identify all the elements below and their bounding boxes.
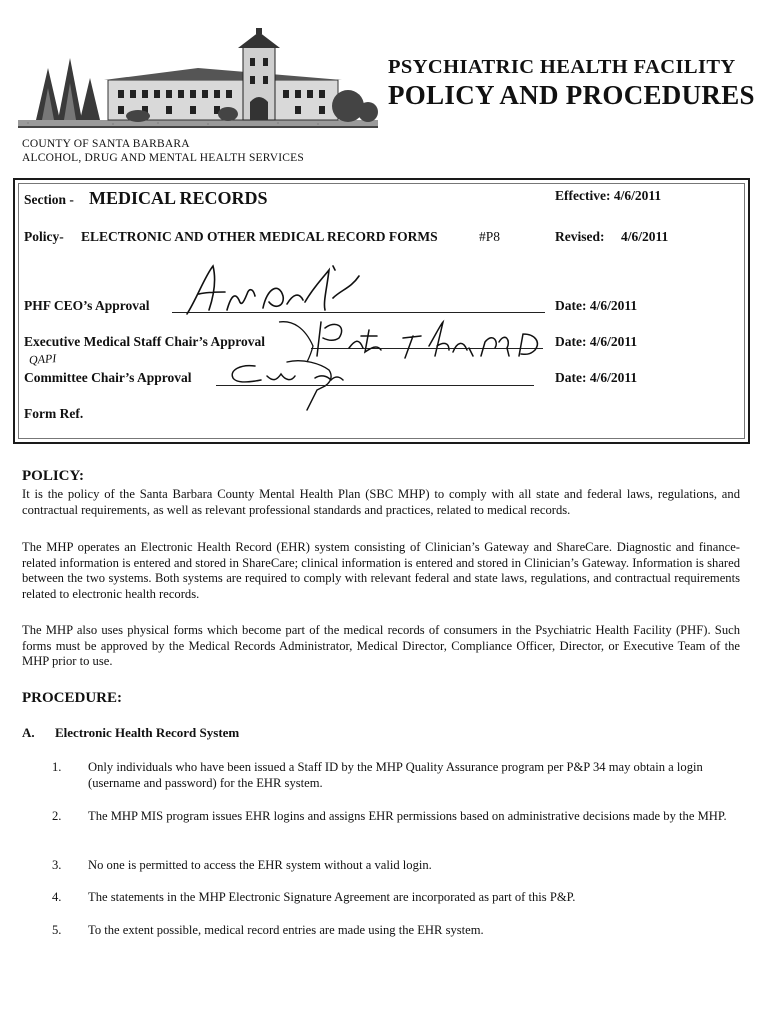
revised-label: Revised: [555, 229, 605, 244]
ceo-signature [183, 258, 373, 320]
effective-date: Effective: 4/6/2011 [555, 188, 662, 203]
list-item: The statements in the MHP Electronic Signature Agreement are incorporated as part of this P&P. [88, 890, 576, 904]
committee-signature [215, 360, 365, 394]
county-department [22, 138, 304, 165]
list-item: The MHP MIS program issues EHR logins and assigns EHR permissions based on administrative decisions made by the MHP. [88, 809, 727, 823]
list-item: No one is permitted to access the EHR system without a valid login. [88, 858, 432, 872]
exec-approval-label: Executive Medical Staff Chair’s Approval [24, 334, 265, 349]
facility-building-illustration [18, 28, 378, 138]
list-item-number: 1. [52, 760, 62, 774]
list-item: To the extent possible, medical record entries are made using the EHR system. [88, 923, 484, 937]
policy-label: Policy- [24, 229, 64, 244]
page-header [0, 0, 770, 175]
form-ref-label: Form Ref. [24, 406, 84, 421]
list-item-number: 4. [52, 890, 62, 904]
section-a-letter: A. [22, 725, 35, 740]
procedure-heading: PROCEDURE: [22, 690, 122, 706]
ceo-approval-label: PHF CEO’s Approval [24, 298, 150, 313]
committee-handwriting: QAPI [28, 351, 57, 367]
policy-value: ELECTRONIC AND OTHER MEDICAL RECORD FORMS [81, 229, 438, 244]
ceo-approval-date: Date: 4/6/2011 [555, 298, 638, 313]
county-line-1: COUNTY OF SANTA BARBARA [22, 138, 190, 150]
list-item: Only individuals who have been issued a Staff ID by the MHP Quality Assurance program per P&P 34 may obtain a login (username and password) for the EHR system. [88, 760, 703, 790]
county-line-2: ALCOHOL, DRUG AND MENTAL HEALTH SERVICES [22, 151, 304, 164]
document-title: POLICY AND PROCEDURES [388, 80, 755, 110]
revised-date: 4/6/2011 [621, 229, 669, 244]
approval-box [13, 178, 750, 444]
policy-number: #P8 [479, 229, 501, 244]
policy-heading: POLICY: [22, 468, 84, 484]
policy-paragraph-2: The MHP operates an Electronic Health Record (EHR) system consisting of Clinician’s Gateway and ShareCare. Diagnostic and finance-related information is entered and stored in ShareCare; clinical information is entered and stored in Clinician’s Gateway. Information is shared between the two systems. Both systems are required to comply with relevant federal and state laws, regulations, and contractual requirements related to electronic health records. [22, 540, 740, 601]
list-item-number: 3. [52, 858, 62, 872]
policy-paragraph-1: It is the policy of the Santa Barbara County Mental Health Plan (SBC MHP) to comply with all state and federal laws, regulations, and contractual requirements, as well as relevant professional standards and practices, related to medical records. [22, 487, 740, 517]
committee-approval-date: Date: 4/6/2011 [555, 370, 638, 385]
committee-approval-label: Committee Chair’s Approval [24, 370, 192, 385]
facility-title: PSYCHIATRIC HEALTH FACILITY [388, 56, 736, 78]
list-item-number: 5. [52, 923, 62, 937]
section-label: Section - [24, 192, 74, 207]
list-item-number: 2. [52, 809, 62, 823]
exec-approval-date: Date: 4/6/2011 [555, 334, 638, 349]
policy-paragraph-3: The MHP also uses physical forms which become part of the medical records of consumers in the Psychiatric Health Facility (PHF). Such forms must be approved by the Medical Records Administrator, Medical Director, Compliance Officer, Director, or Executive Team of the MHP prior to use. [22, 623, 740, 668]
section-a-title: Electronic Health Record System [55, 725, 240, 740]
section-value: MEDICAL RECORDS [89, 188, 268, 208]
